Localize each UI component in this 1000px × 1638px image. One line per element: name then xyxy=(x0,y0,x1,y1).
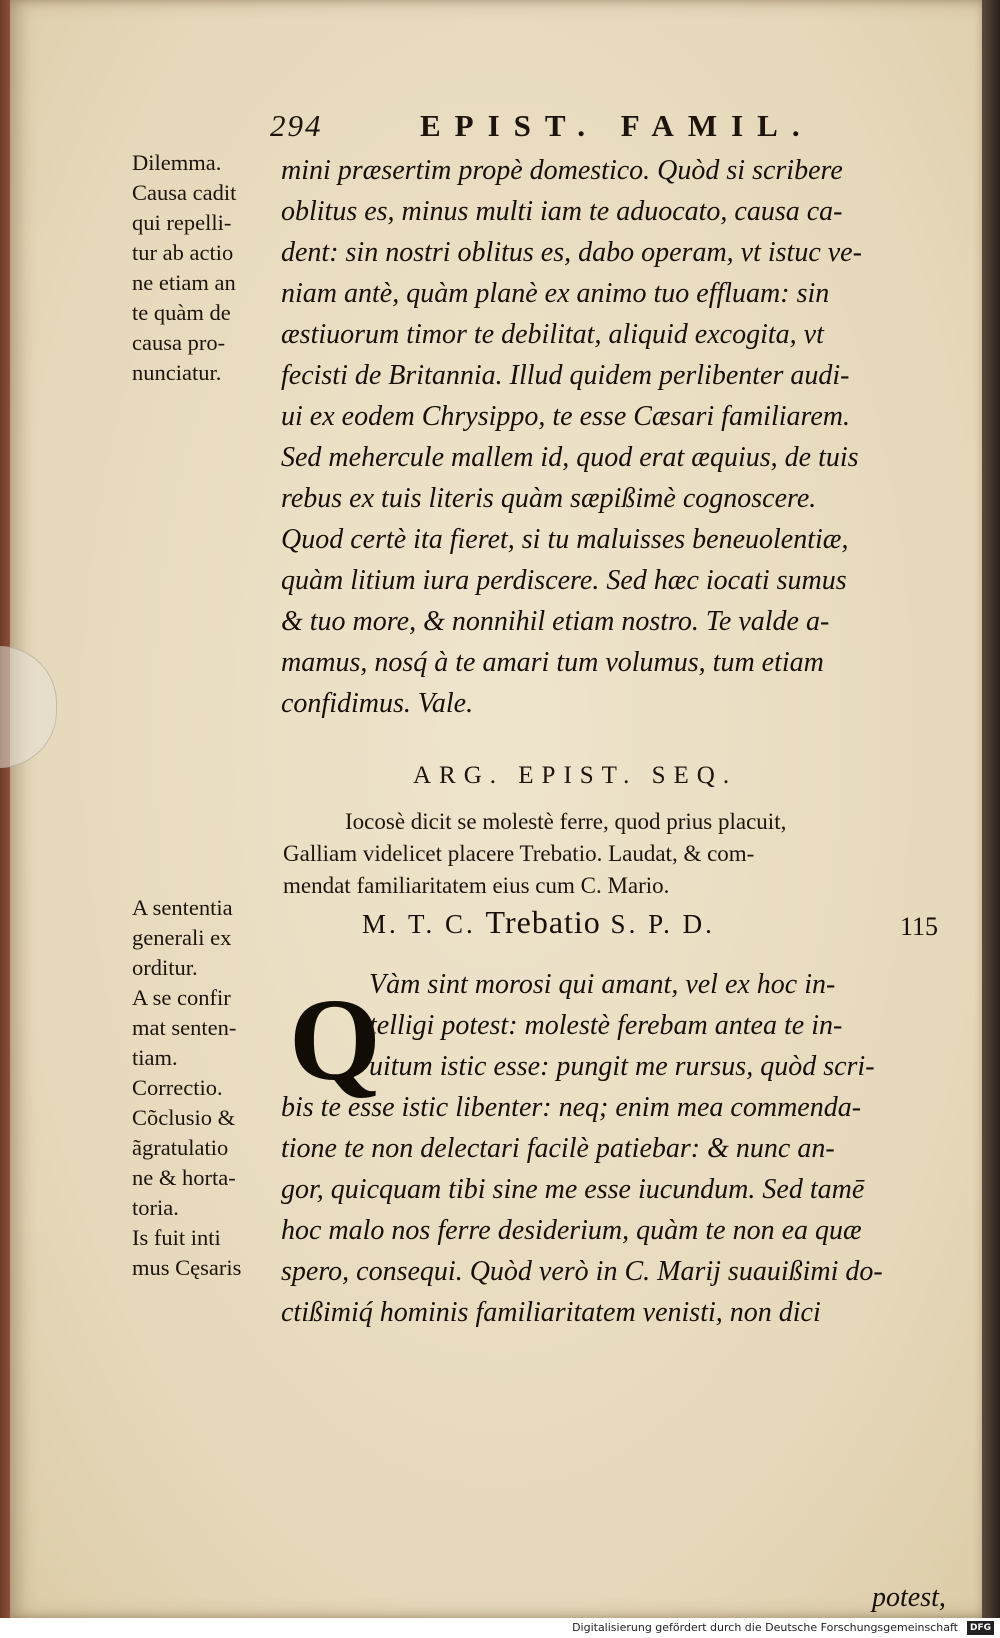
margin-note-line: tur ab actio xyxy=(132,240,234,265)
margin-note-line: A sententia xyxy=(132,895,233,920)
text-line: Iocosè dicit se molestè ferre, quod prius placuit, xyxy=(345,809,787,834)
letter-body-top xyxy=(281,150,931,724)
margin-note-line: A se confir xyxy=(132,985,231,1010)
drop-cap: Q xyxy=(289,974,381,1105)
catchword: potest, xyxy=(872,1582,946,1613)
text-line: fecisti de Britannia. Illud quidem perlibenter audi- xyxy=(281,360,850,391)
margin-note-line: toria. xyxy=(132,1195,179,1220)
salutation-suffix: S. P. D. xyxy=(610,909,715,939)
salutation xyxy=(362,904,715,941)
margin-note-line: Correctio. xyxy=(132,1075,223,1100)
text-line: Vàm sint morosi qui amant, vel ex hoc in- xyxy=(369,969,836,1000)
text-line: confidimus. Vale. xyxy=(281,688,474,719)
margin-note-line: orditur. xyxy=(132,955,198,980)
margin-notes-top xyxy=(132,148,282,388)
margin-note-line: ãgratulatio xyxy=(132,1135,229,1160)
margin-note-line: te quàm de xyxy=(132,300,231,325)
text-line: dent: sin nostri oblitus es, dabo operam, vt istuc ve- xyxy=(281,237,862,268)
running-title: EPIST. FAMIL. xyxy=(420,108,814,143)
margin-note-line: Is fuit inti xyxy=(132,1225,221,1250)
text-line: ui ex eodem Chrysippo, te esse Cæsari familiarem. xyxy=(281,401,851,432)
margin-note-line: causa pro- xyxy=(132,330,226,355)
text-line: niam antè, quàm planè ex animo tuo effluam: sin xyxy=(281,278,830,309)
text-line: tione te non delectari facilè patiebar: & nunc an- xyxy=(281,1133,835,1164)
letter-body-bottom xyxy=(281,964,931,1333)
text-line: Quod certè ita fieret, si tu maluisses beneuolentiæ, xyxy=(281,524,849,555)
margin-note-line: generali ex xyxy=(132,925,232,950)
text-line: oblitus es, minus multi iam te aduocato, causa ca- xyxy=(281,196,843,227)
text-line: uitum istic esse: pungit me rursus, quòd scri- xyxy=(369,1051,875,1082)
margin-notes-bottom xyxy=(132,893,282,1283)
running-header xyxy=(270,108,830,148)
page-gutter-shadow xyxy=(982,0,1000,1638)
text-line: Sed mehercule mallem id, quod erat æquius, de tuis xyxy=(281,442,859,473)
text-line: æstiuorum timor te debilitat, aliquid excogita, vt xyxy=(281,319,824,350)
margin-note-line: tiam. xyxy=(132,1045,178,1070)
margin-note-line: mat senten- xyxy=(132,1015,237,1040)
margin-note-line: mus Cęsaris xyxy=(132,1255,242,1280)
text-line: rebus ex tuis literis quàm sæpißimè cognoscere. xyxy=(281,483,817,514)
text-line: quàm litium iura perdiscere. Sed hæc iocati sumus xyxy=(281,565,847,596)
margin-note-line: ne & horta- xyxy=(132,1165,236,1190)
digitization-footer xyxy=(0,1618,1000,1638)
margin-note-line: Cõclusio & xyxy=(132,1105,236,1130)
margin-note-line: nunciatur. xyxy=(132,360,222,385)
text-line: spero, consequi. Quòd verò in C. Marij suauißimi do- xyxy=(281,1256,883,1287)
salutation-name: Trebatio xyxy=(485,904,601,940)
argument-text xyxy=(283,806,933,902)
salutation-prefix: M. T. C. xyxy=(362,909,476,939)
text-line: mamus, nosq́ à te amari tum volumus, tum etiam xyxy=(281,647,824,678)
epistle-number: 115 xyxy=(900,912,939,941)
text-line: ctißimiq́ hominis familiaritatem venisti, non dici xyxy=(281,1297,821,1328)
text-line: & tuo more, & nonnihil etiam nostro. Te valde a- xyxy=(281,606,830,637)
margin-note-line: Causa cadit xyxy=(132,180,237,205)
text-line: gor, quicquam tibi sine me esse iucundum. Sed tamē xyxy=(281,1174,865,1205)
margin-note-line: qui repelli- xyxy=(132,210,232,235)
text-line: hoc malo nos ferre desiderium, quàm te non ea quæ xyxy=(281,1215,862,1246)
dfg-logo: DFG xyxy=(967,1621,994,1635)
page-number: 294 xyxy=(270,108,323,143)
text-line: mini præsertim propè domestico. Quòd si scribere xyxy=(281,155,843,186)
margin-note-line: ne etiam an xyxy=(132,270,236,295)
margin-note-line: Dilemma. xyxy=(132,150,222,175)
text-line: mendat familiaritatem eius cum C. Mario. xyxy=(283,873,670,898)
footer-credit: Digitalisierung gefördert durch die Deutsche Forschungsgemeinschaft xyxy=(572,1621,958,1634)
text-line: Galliam videlicet placere Trebatio. Laudat, & com- xyxy=(283,841,755,866)
argument-title: ARG. EPIST. SEQ. xyxy=(413,762,738,789)
text-line: bis te esse istic libenter: neq; enim mea commenda- xyxy=(281,1092,862,1123)
text-line: telligi potest: molestè ferebam antea te in- xyxy=(369,1010,843,1041)
